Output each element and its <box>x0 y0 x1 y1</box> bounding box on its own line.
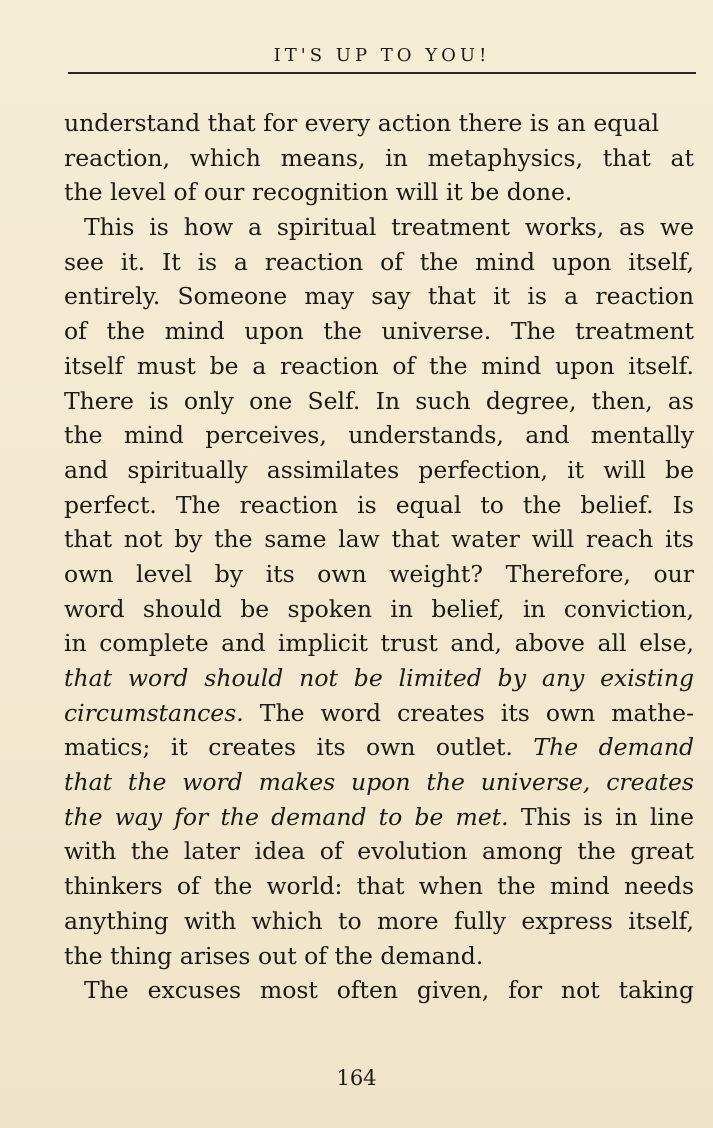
text-segment: This is in line <box>508 802 694 831</box>
text-line <box>64 730 694 765</box>
italic-segment: circumstances. <box>64 698 244 727</box>
text-segment: word should be spoken in belief, in conviction, <box>64 594 694 623</box>
text-segment: The excuses most often given, for not taking <box>84 976 694 1005</box>
text-line <box>64 973 694 1008</box>
text-segment: entirely. Someone may say that it is a reaction <box>64 282 694 311</box>
text-line <box>64 800 694 835</box>
italic-segment: the way for the demand to be met. <box>64 802 509 831</box>
text-segment: itself must be a reaction of the mind upon itself. <box>64 351 694 380</box>
text-segment: own level by its own weight? Therefore, our <box>64 559 694 588</box>
header-rule <box>68 72 696 74</box>
text-line <box>64 418 694 453</box>
text-line <box>64 626 694 661</box>
text-line <box>64 488 694 523</box>
text-line <box>64 453 694 488</box>
body-text <box>64 106 694 1008</box>
text-line <box>64 314 694 349</box>
text-line <box>64 869 694 904</box>
text-line <box>64 210 694 245</box>
text-segment: This is how a spiritual treatment works, as we <box>84 213 694 242</box>
running-head: IT'S UP TO YOU! <box>273 45 491 66</box>
text-line <box>64 106 694 141</box>
text-line <box>64 175 694 210</box>
text-line <box>64 661 694 696</box>
text-segment: thinkers of the world: that when the mind needs <box>64 872 694 901</box>
text-line <box>64 765 694 800</box>
text-segment: anything with which to more fully express itself, <box>64 906 694 935</box>
text-line <box>64 522 694 557</box>
text-segment: and spiritually assimilates perfection, it will be <box>64 455 694 484</box>
text-line <box>64 592 694 627</box>
text-segment: that not by the same law that water will reach its <box>64 525 694 554</box>
text-segment: of the mind upon the universe. The treatment <box>64 317 694 346</box>
text-line <box>64 384 694 419</box>
italic-segment: that word should not be limited by any existing <box>64 664 694 692</box>
text-segment: perfect. The reaction is equal to the belief. Is <box>64 490 694 519</box>
text-segment: matics; it creates its own outlet. <box>64 733 534 762</box>
text-segment: the mind perceives, understands, and mentally <box>64 421 694 450</box>
text-line <box>64 349 694 384</box>
text-segment: The word creates its own mathe- <box>243 698 694 727</box>
text-line <box>64 834 694 869</box>
text-segment: understand that for every action there is an equal <box>64 109 659 137</box>
text-line <box>64 939 694 974</box>
text-line <box>64 245 694 280</box>
text-line <box>64 279 694 314</box>
text-segment: with the later idea of evolution among the great <box>64 837 694 866</box>
text-line <box>64 557 694 592</box>
text-segment: the thing arises out of the demand. <box>64 941 484 970</box>
page-number: 164 <box>336 1066 377 1090</box>
text-segment: see it. It is a reaction of the mind upon itself, <box>64 247 694 276</box>
italic-segment: that the word makes upon the universe, creates <box>64 768 694 797</box>
text-segment: There is only one Self. In such degree, then, as <box>64 386 694 415</box>
text-line <box>64 141 694 176</box>
text-segment: in complete and implicit trust and, above all else, <box>64 629 694 658</box>
italic-segment: The demand <box>533 733 694 762</box>
text-line <box>64 904 694 939</box>
text-segment: reaction, which means, in metaphysics, that at <box>64 143 694 172</box>
text-line <box>64 696 694 731</box>
text-segment: the level of our recognition will it be done. <box>64 178 573 207</box>
